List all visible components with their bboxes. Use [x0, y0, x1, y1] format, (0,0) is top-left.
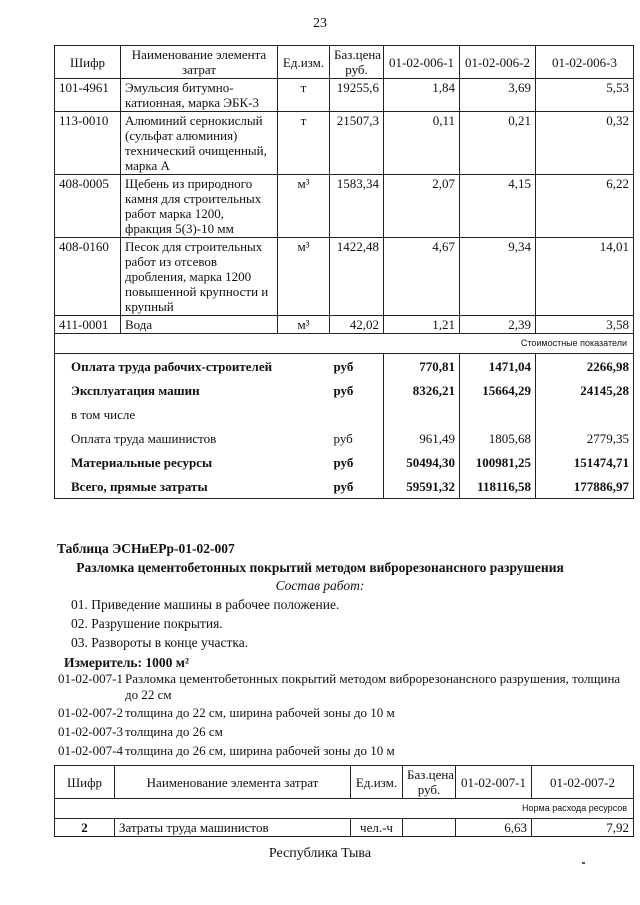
- cell-price: [403, 819, 456, 837]
- variant-item: [58, 671, 625, 703]
- summary-unit: руб: [330, 426, 384, 450]
- cell-price: 1583,34: [330, 175, 384, 238]
- cell-name: Песок для строительных работ из отсевов дробления, марка 1200 повышенной крупности и крупный: [121, 238, 278, 316]
- header-unit: Ед.изм.: [351, 766, 403, 799]
- cell-code: 408-0160: [55, 238, 121, 316]
- summary-row: [55, 402, 634, 426]
- header-variant-1: 01-02-006-1: [384, 46, 460, 79]
- variant-item: [58, 705, 625, 721]
- variant-item: [58, 743, 625, 759]
- summary-value-1: 770,81: [384, 354, 460, 379]
- cell-price: 19255,6: [330, 79, 384, 112]
- header-price: Баз.цена руб.: [330, 46, 384, 79]
- cell-variant-1: 6,63: [456, 819, 532, 837]
- table-body: [55, 79, 634, 334]
- work-item: 02. Разрушение покрытия.: [71, 616, 223, 631]
- cell-variant-1: 0,11: [384, 112, 460, 175]
- cell-variant-2: 2,39: [460, 316, 536, 334]
- cell-variant-2: 4,15: [460, 175, 536, 238]
- variant-desc: Разломка цементобетонных покрытий методом виброрезонансного разрушения, толщина до 22 см: [125, 671, 621, 702]
- cell-variant-3: 3,58: [536, 316, 634, 334]
- cell-name: Затраты труда машинистов: [115, 819, 351, 837]
- cell-variant-2: 7,92: [532, 819, 634, 837]
- meter-label: Измеритель: 1000 м²: [64, 655, 190, 670]
- header-name: Наименование элемента затрат: [115, 766, 351, 799]
- variant-desc: толщина до 26 см, ширина рабочей зоны до 10 м: [125, 743, 395, 758]
- composition-label: Состав работ:: [275, 578, 365, 593]
- cell-variant-1: 1,21: [384, 316, 460, 334]
- variant-code: 01-02-007-3: [58, 724, 123, 739]
- summary-value-3: 24145,28: [536, 378, 634, 402]
- cell-variant-2: 3,69: [460, 79, 536, 112]
- cell-code: 113-0010: [55, 112, 121, 175]
- cell-variant-2: 0,21: [460, 112, 536, 175]
- summary-unit: руб: [330, 354, 384, 379]
- table-row: [55, 238, 634, 316]
- cell-price: 21507,3: [330, 112, 384, 175]
- header-price: Баз.цена руб.: [403, 766, 456, 799]
- cell-code: 2: [55, 819, 115, 837]
- summary-value-1: [384, 402, 460, 426]
- summary-value-2: [460, 402, 536, 426]
- cell-name: Эмульсия битумно-катионная, марка ЭБК-3: [121, 79, 278, 112]
- cell-variant-3: 14,01: [536, 238, 634, 316]
- variant-desc: толщина до 22 см, ширина рабочей зоны до 10 м: [125, 705, 395, 720]
- cell-price: 1422,48: [330, 238, 384, 316]
- summary-value-2: 15664,29: [460, 378, 536, 402]
- cell-code: 101-4961: [55, 79, 121, 112]
- table-row: [55, 112, 634, 175]
- cell-code: 411-0001: [55, 316, 121, 334]
- table-title: Таблица ЭСНиЕРр-01-02-007: [57, 541, 235, 556]
- summary-value-1: 961,49: [384, 426, 460, 450]
- table-row: [55, 79, 634, 112]
- cell-variant-1: 1,84: [384, 79, 460, 112]
- summary-row: [55, 474, 634, 499]
- norm-note-row: [55, 799, 634, 819]
- summary-unit: руб: [330, 378, 384, 402]
- table-row: [55, 175, 634, 238]
- cost-note-row: [55, 334, 634, 354]
- cell-price: 42,02: [330, 316, 384, 334]
- cell-variant-3: 5,53: [536, 79, 634, 112]
- cell-variant-3: 6,22: [536, 175, 634, 238]
- header-variant-1: 01-02-007-1: [456, 766, 532, 799]
- header-code: Шифр: [55, 46, 121, 79]
- summary-label: Всего, прямые затраты: [55, 474, 330, 499]
- cell-unit: чел.-ч: [351, 819, 403, 837]
- table-header: [55, 766, 634, 799]
- table-row: [55, 819, 634, 837]
- summary-unit: [330, 402, 384, 426]
- variant-code: 01-02-007-2: [58, 705, 123, 720]
- work-item: 01. Приведение машины в рабочее положение.: [71, 597, 340, 612]
- cell-name: Щебень из природного камня для строительных работ марка 1200, фракция 5(3)-10 мм: [121, 175, 278, 238]
- variant-code: 01-02-007-4: [58, 743, 123, 758]
- summary-row: [55, 450, 634, 474]
- summary-label: Оплата труда рабочих-строителей: [55, 354, 330, 379]
- summary-value-3: [536, 402, 634, 426]
- header-variant-2: 01-02-006-2: [460, 46, 536, 79]
- summary-label: Оплата труда машинистов: [55, 426, 330, 450]
- header-code: Шифр: [55, 766, 115, 799]
- table-subtitle: Разломка цементобетонных покрытий методом виброрезонансного разрушения: [76, 560, 564, 575]
- page-number: 23: [313, 16, 327, 31]
- summary-value-2: 100981,25: [460, 450, 536, 474]
- summary-value-2: 1471,04: [460, 354, 536, 379]
- summary-value-3: 2779,35: [536, 426, 634, 450]
- cell-unit: м³: [278, 316, 330, 334]
- cell-variant-3: 0,32: [536, 112, 634, 175]
- header-variant-3: 01-02-006-3: [536, 46, 634, 79]
- header-name: Наименование элемента затрат: [121, 46, 278, 79]
- summary-value-2: 1805,68: [460, 426, 536, 450]
- cell-unit: м³: [278, 175, 330, 238]
- cell-name: Вода: [121, 316, 278, 334]
- summary-label: в том числе: [55, 402, 330, 426]
- summary-label: Материальные ресурсы: [55, 450, 330, 474]
- work-item: 03. Развороты в конце участка.: [71, 635, 249, 650]
- variant-code: 01-02-007-1: [58, 671, 123, 686]
- scan-mark: [582, 862, 585, 864]
- summary-unit: руб: [330, 450, 384, 474]
- summary-value-3: 177886,97: [536, 474, 634, 499]
- variant-desc: толщина до 26 см: [125, 724, 223, 739]
- header-unit: Ед.изм.: [278, 46, 330, 79]
- summary-value-1: 59591,32: [384, 474, 460, 499]
- variant-item: [58, 724, 625, 740]
- cell-unit: т: [278, 112, 330, 175]
- summary-row: [55, 426, 634, 450]
- cost-note: Стоимостные показатели: [55, 334, 634, 354]
- cell-code: 408-0005: [55, 175, 121, 238]
- summary-unit: руб: [330, 474, 384, 499]
- header-variant-2: 01-02-007-2: [532, 766, 634, 799]
- resources-table-006: [54, 45, 634, 499]
- cell-variant-1: 2,07: [384, 175, 460, 238]
- summary-value-1: 50494,30: [384, 450, 460, 474]
- table-row: [55, 316, 634, 334]
- cell-unit: м³: [278, 238, 330, 316]
- footer-region: Республика Тыва: [268, 846, 372, 861]
- summary-body: [55, 354, 634, 499]
- cell-name: Алюминий сернокислый (сульфат алюминия) технический очищенный, марка А: [121, 112, 278, 175]
- summary-value-3: 2266,98: [536, 354, 634, 379]
- summary-row: [55, 354, 634, 379]
- summary-value-1: 8326,21: [384, 378, 460, 402]
- summary-value-2: 118116,58: [460, 474, 536, 499]
- summary-row: [55, 378, 634, 402]
- cell-variant-2: 9,34: [460, 238, 536, 316]
- cell-unit: т: [278, 79, 330, 112]
- summary-value-3: 151474,71: [536, 450, 634, 474]
- resources-table-007: [54, 765, 634, 837]
- table-header: [55, 46, 634, 79]
- summary-label: Эксплуатация машин: [55, 378, 330, 402]
- cell-variant-1: 4,67: [384, 238, 460, 316]
- norm-note: Норма расхода ресурсов: [55, 799, 634, 819]
